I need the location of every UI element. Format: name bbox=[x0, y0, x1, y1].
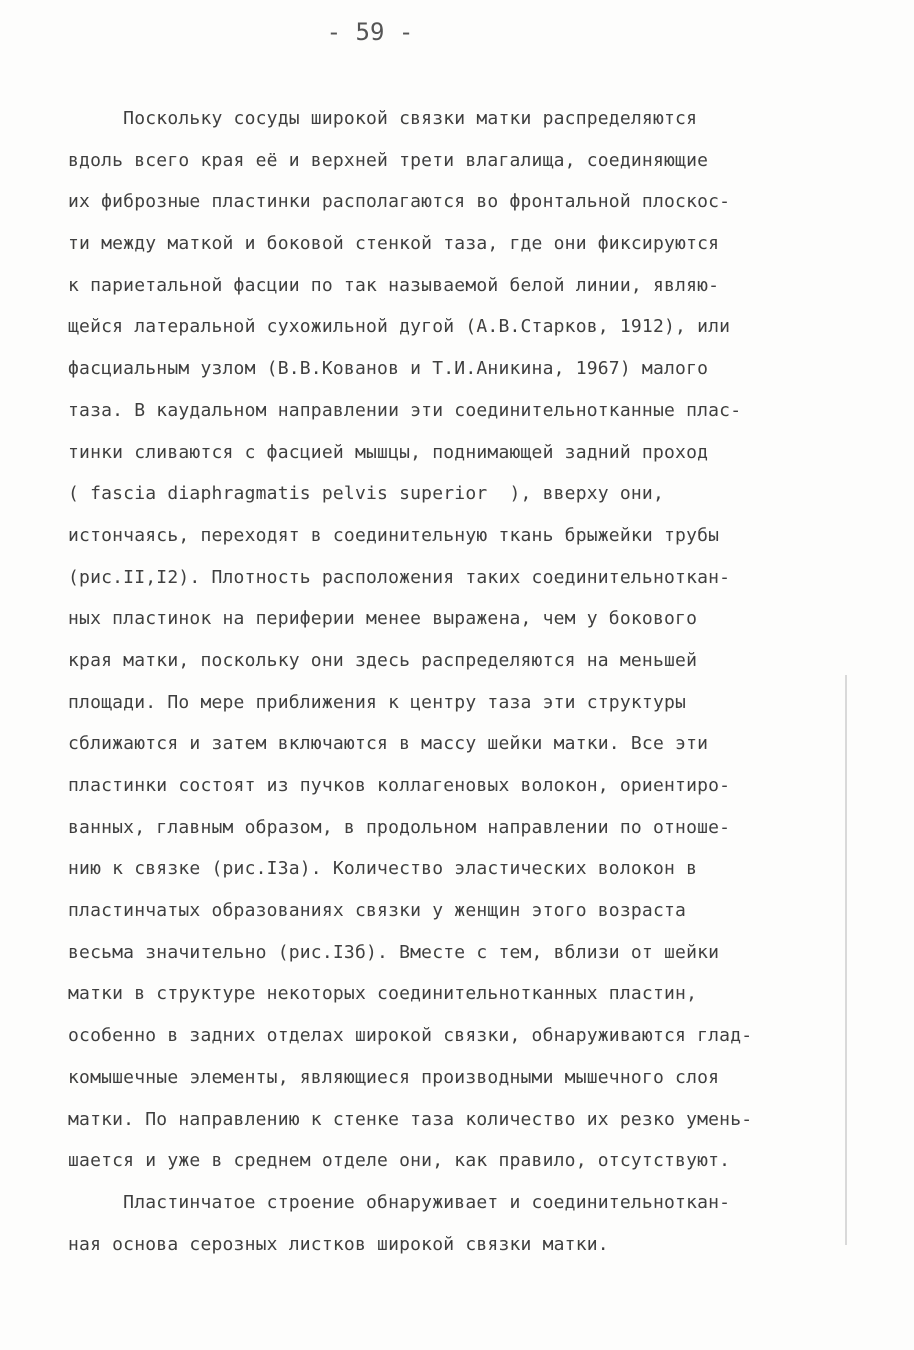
text-line: комышечные элементы, являющиеся производными мышечного слоя bbox=[68, 1066, 720, 1088]
text-line: матки в структуре некоторых соединительнотканных пластин, bbox=[68, 983, 698, 1005]
text-line: пластинки состоят из пучков коллагеновых волокон, ориентиро- bbox=[68, 775, 731, 796]
text-line: таза. В каудальном направлении эти соединительнотканные плас- bbox=[68, 399, 742, 421]
text-line: края матки, поскольку они здесь распределяются на меньшей bbox=[68, 649, 698, 671]
text-line: матки. По направлению к стенке таза количество их резко умень- bbox=[68, 1108, 753, 1130]
text-line: нию к связке (рис.I3а). Количество эластических волокон в bbox=[68, 858, 698, 880]
text-line: фасциальным узлом (В.В.Кованов и Т.И.Аникина, 1967) малого bbox=[68, 358, 709, 380]
page-number: - 59 - bbox=[326, 18, 414, 46]
text-line: особенно в задних отделах широкой связки, обнаруживаются глад- bbox=[68, 1025, 753, 1047]
text-line: сближаются и затем включаются в массу шейки матки. Все эти bbox=[68, 733, 709, 755]
text-line: Пластинчатое строение обнаруживает и соединительноткан- bbox=[68, 1191, 731, 1213]
text-line: их фиброзные пластинки располагаются во фронтальной плоскос- bbox=[68, 191, 731, 213]
text-line: ( fascia diaphragmatis pelvis superior ), вверху они, bbox=[68, 483, 664, 505]
text-line: истончаясь, переходят в соединительную ткань брыжейки трубы bbox=[68, 524, 720, 546]
text-line: к париетальной фасции по так называемой белой линии, являю- bbox=[68, 274, 720, 296]
text-line: ванных, главным образом, в продольном направлении по отноше- bbox=[68, 816, 731, 838]
text-line: тинки сливаются с фасцией мышцы, поднимающей задний проход bbox=[68, 441, 709, 463]
text-line: вдоль всего края её и верхней трети влагалища, соединяющие bbox=[68, 149, 709, 171]
text-line: ти между маткой и боковой стенкой таза, где они фиксируются bbox=[68, 233, 720, 255]
text-line: Поскольку сосуды широкой связки матки распределяются bbox=[68, 108, 698, 129]
text-line: (рис.II,I2). Плотность расположения таких соединительноткан- bbox=[68, 566, 731, 588]
body-text bbox=[68, 98, 848, 1265]
text-line: ных пластинок на периферии менее выражена, чем у бокового bbox=[68, 608, 698, 630]
margin-rule bbox=[845, 675, 847, 1245]
text-line: весьма значительно (рис.I3б). Вместе с тем, вблизи от шейки bbox=[68, 941, 720, 963]
text-line: площади. По мере приближения к центру таза эти структуры bbox=[68, 691, 687, 713]
text-line: пластинчатых образованиях связки у женщин этого возраста bbox=[68, 900, 687, 922]
text-line: шается и уже в среднем отделе они, как правило, отсутствуют. bbox=[68, 1150, 731, 1172]
text-line: ная основа серозных листков широкой связки матки. bbox=[68, 1233, 609, 1255]
text-line: щейся латеральной сухожильной дугой (А.В.Старков, 1912), или bbox=[68, 316, 731, 338]
